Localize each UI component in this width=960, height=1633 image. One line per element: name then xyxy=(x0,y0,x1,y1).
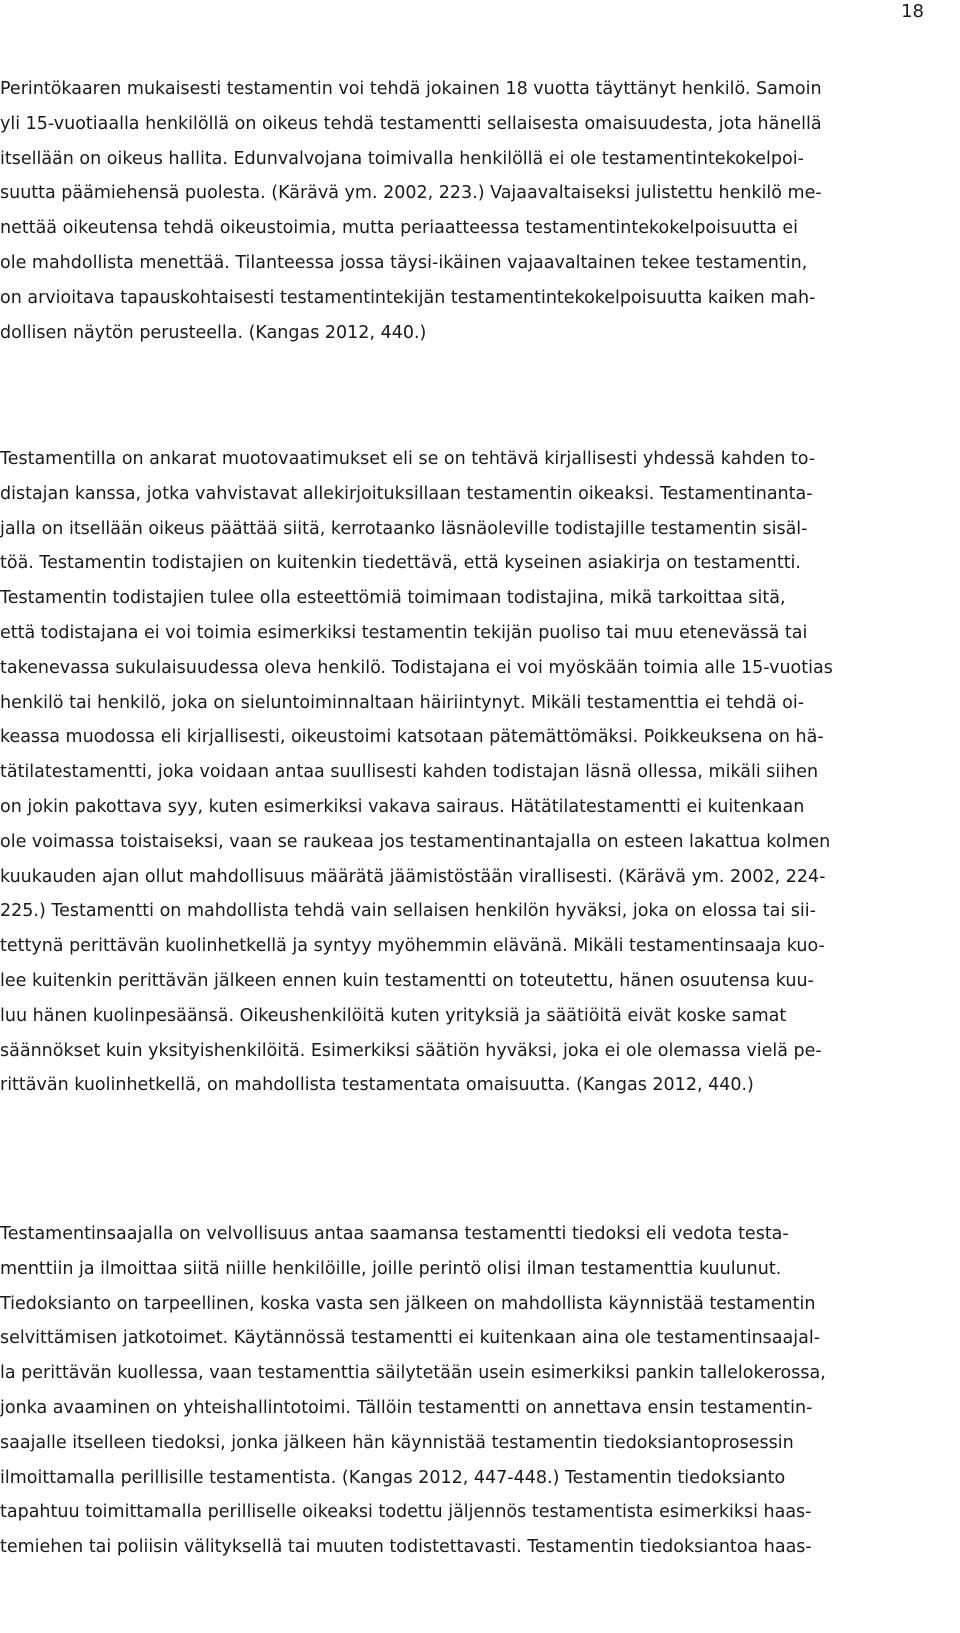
text-line: tätilatestamentti, joka voidaan antaa suullisesti kahden todistajan läsnä ollessa, mikäli siihen xyxy=(0,762,819,783)
page-number: 18 xyxy=(901,1,924,22)
text-line: yli 15-vuotiaalla henkilöllä on oikeus tehdä testamentti sellaisesta omaisuudesta, jota hänellä xyxy=(0,113,822,134)
text-line: säännökset kuin yksityishenkilöitä. Esimerkiksi säätiön hyväksi, joka ei ole olemassa vielä pe- xyxy=(0,1040,822,1061)
text-line: ilmoittamalla perillisille testamentista. (Kangas 2012, 447-448.) Testamentin tiedoksianto xyxy=(0,1467,786,1488)
text-line: henkilö tai henkilö, joka on sieluntoiminnaltaan häiriintynyt. Mikäli testamenttia ei tehdä oi- xyxy=(0,692,805,713)
text-line: on arvioitava tapauskohtaisesti testamentintekijän testamentintekokelpoisuutta kaiken mah- xyxy=(0,287,816,308)
text-line: töä. Testamentin todistajien on kuitenkin tiedettävä, että kyseinen asiakirja on testamentti. xyxy=(0,553,801,574)
paragraph-notification xyxy=(0,1217,930,1565)
text-line: itsellään on oikeus hallita. Edunvalvojana toimivalla henkilöllä ei ole testamentintekokelpoi- xyxy=(0,148,804,169)
text-line: jalla on itsellään oikeus päättää siitä, kerrotaanko läsnäoleville todistajille testamentin sisäl- xyxy=(0,518,808,539)
text-line: dollisen näytön perusteella. (Kangas 2012, 440.) xyxy=(0,322,427,343)
text-line: ole voimassa toistaiseksi, vaan se raukeaa jos testamentinantajalla on esteen lakattua kolmen xyxy=(0,831,831,852)
text-line: menttiin ja ilmoittaa siitä niille henkilöille, joille perintö olisi ilman testamenttia kuulunut. xyxy=(0,1258,782,1279)
text-line: 225.) Testamentti on mahdollista tehdä vain sellaisen henkilön hyväksi, joka on elossa tai sii- xyxy=(0,901,816,922)
text-line: kuukauden ajan ollut mahdollisuus määrätä jäämistöstään virallisesti. (Kärävä ym. 2002, 224- xyxy=(0,866,826,887)
text-line: Testamentinsaajalla on velvollisuus antaa saamansa testamentti tiedoksi eli vedota testa- xyxy=(0,1224,789,1244)
text-line: Testamentin todistajien tulee olla esteettömiä toimimaan todistajina, mikä tarkoittaa sitä, xyxy=(0,588,786,609)
text-line: luu hänen kuolinpesäänsä. Oikeushenkilöitä kuten yrityksiä ja säätiöitä eivät koske samat xyxy=(0,1005,787,1026)
text-line: Tiedoksianto on tarpeellinen, koska vasta sen jälkeen on mahdollista käynnistää testamentin xyxy=(0,1293,816,1314)
text-line: saajalle itselleen tiedoksi, jonka jälkeen hän käynnistää testamentin tiedoksiantoprosessin xyxy=(0,1432,794,1453)
text-line: ole mahdollista menettää. Tilanteessa jossa täysi-ikäinen vajaavaltainen tekee testamentin, xyxy=(0,252,808,273)
text-line: tettynä perittävän kuolinhetkellä ja syntyy myöhemmin elävänä. Mikäli testamentinsaaja kuo- xyxy=(0,936,825,957)
text-line: Testamentilla on ankarat muotovaatimukset eli se on tehtävä kirjallisesti yhdessä kahden to- xyxy=(0,449,816,469)
text-line: tapahtuu toimittamalla perilliselle oikeaksi todettu jäljennös testamentista esimerkiksi haas- xyxy=(0,1502,812,1523)
text-line: rittävän kuolinhetkellä, on mahdollista testamentata omaisuutta. (Kangas 2012, 440.) xyxy=(0,1075,754,1096)
text-line: lee kuitenkin perittävän jälkeen ennen kuin testamentti on toteutettu, hänen osuutensa kuu- xyxy=(0,970,814,991)
text-line: la perittävän kuollessa, vaan testamenttia säilytetään usein esimerkiksi pankin tallelokerossa, xyxy=(0,1363,826,1384)
text-line: suutta päämiehensä puolesta. (Kärävä ym. 2002, 223.) Vajaavaltaiseksi julistettu henkilö me- xyxy=(0,183,822,204)
text-line: nettää oikeutensa tehdä oikeustoimia, mutta periaatteessa testamentintekokelpoisuutta ei xyxy=(0,218,798,239)
text-line: distajan kanssa, jotka vahvistavat allekirjoituksillaan testamentin oikeaksi. Testamentinanta- xyxy=(0,483,813,504)
text-line: on jokin pakottava syy, kuten esimerkiksi vakava sairaus. Hätätilatestamentti ei kuitenkaan xyxy=(0,796,805,817)
text-line: Perintökaaren mukaisesti testamentin voi tehdä jokainen 18 vuotta täyttänyt henkilö. Samoin xyxy=(0,79,822,99)
paragraph-inheritance-capacity xyxy=(0,72,930,350)
text-line: takenevassa sukulaisuudessa oleva henkilö. Todistajana ei voi myöskään toimia alle 15-vuotias xyxy=(0,657,833,678)
text-line: että todistajana ei voi toimia esimerkiksi testamentin tekijän puoliso tai muu etenevässä tai xyxy=(0,622,808,643)
text-line: jonka avaaminen on yhteishallintotoimi. Tällöin testamentti on annettava ensin testamentin- xyxy=(0,1397,813,1418)
paragraph-form-requirements xyxy=(0,442,930,1103)
text-line: temiehen tai poliisin välityksellä tai muuten todistettavasti. Testamentin tiedoksiantoa haas- xyxy=(0,1537,812,1558)
text-line: keassa muodossa eli kirjallisesti, oikeustoimi katsotaan pätemättömäksi. Poikkeuksena on hä- xyxy=(0,727,824,748)
text-line: selvittämisen jatkotoimet. Käytännössä testamentti ei kuitenkaan aina ole testamentinsaajal- xyxy=(0,1328,821,1349)
